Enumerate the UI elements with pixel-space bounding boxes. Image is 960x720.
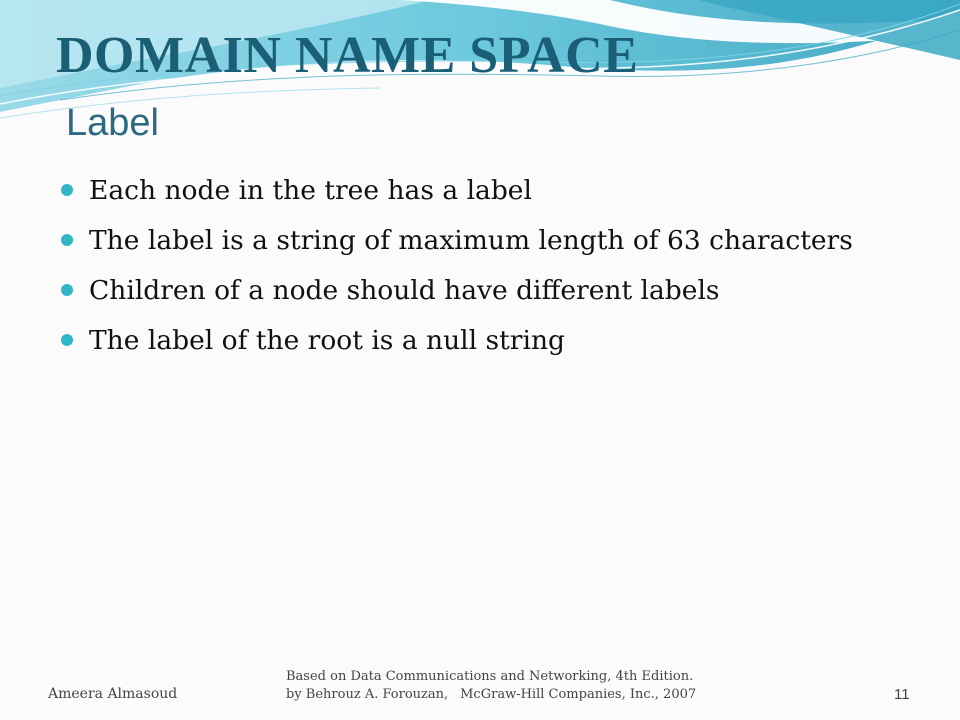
- bullet-list: [56, 168, 853, 368]
- footer-author: Ameera Almasoud: [48, 686, 178, 702]
- footer-reference-author: by Behrouz A. Forouzan,: [286, 687, 449, 702]
- slide-subtitle: Label: [66, 102, 159, 144]
- bullet-text: The label of the root is a null string: [89, 325, 565, 356]
- bullet-item: [56, 168, 853, 218]
- slide-title: DOMAIN NAME SPACE: [56, 27, 639, 84]
- bullet-text: The label is a string of maximum length of 63 characters: [89, 225, 853, 256]
- bullet-marker-icon: [61, 234, 73, 246]
- footer-reference-publisher: McGraw-Hill Companies, Inc., 2007: [460, 687, 697, 702]
- bullet-text: Each node in the tree has a label: [89, 175, 532, 206]
- footer-reference: [286, 668, 696, 704]
- bullet-marker-icon: [61, 184, 73, 196]
- bullet-item: [56, 268, 853, 318]
- bullet-item: [56, 318, 853, 368]
- bullet-text: Children of a node should have different labels: [89, 275, 720, 306]
- page-number: 11: [894, 686, 910, 703]
- bullet-marker-icon: [61, 334, 73, 346]
- bullet-marker-icon: [61, 284, 73, 296]
- bullet-item: [56, 218, 853, 268]
- footer-reference-line2: [286, 686, 696, 704]
- footer-reference-line1: Based on Data Communications and Networking, 4th Edition.: [286, 669, 694, 684]
